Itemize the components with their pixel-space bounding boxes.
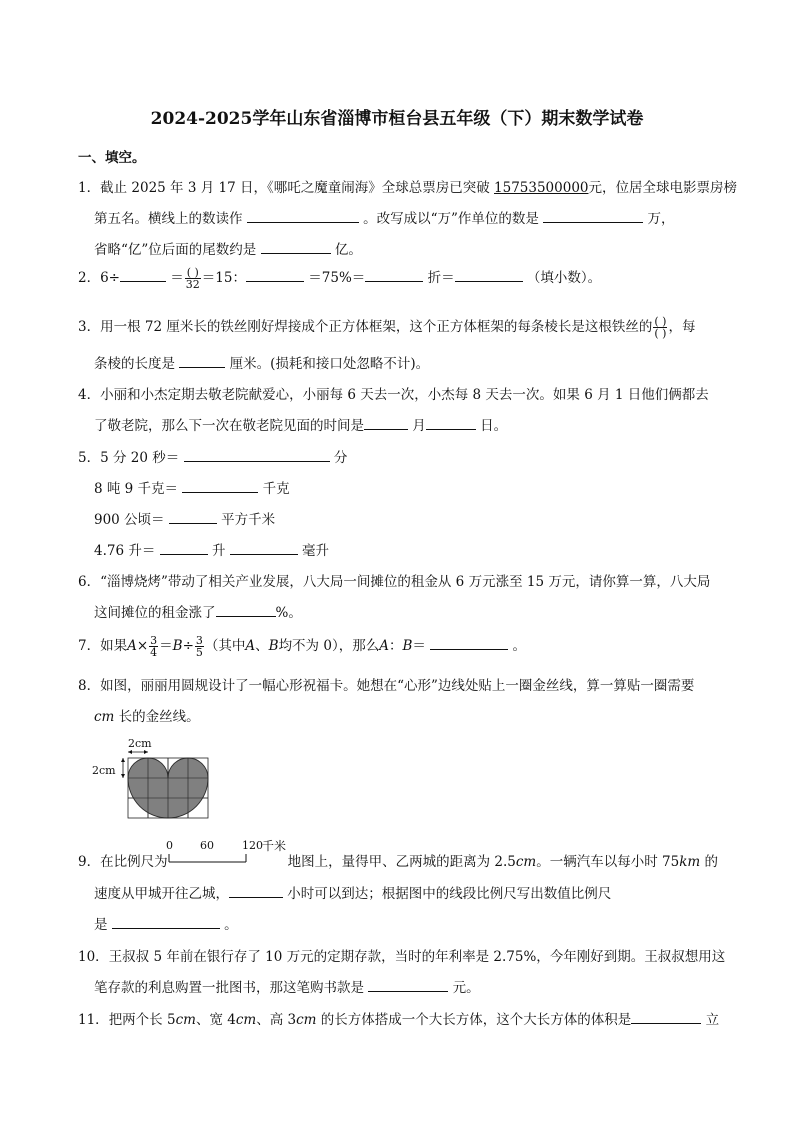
question-8-line-2: cm 长的金丝线。	[94, 709, 200, 725]
figure-top-label: 2cm	[128, 737, 152, 750]
question-4-line-1: 4．小丽和小杰定期去敬老院献爱心，小丽每 6 天去一次，小杰每 8 天去一次。如果 6 月 1 日他们俩都去	[78, 387, 709, 403]
scale-bar	[168, 852, 250, 864]
section-heading: 一、填空。	[78, 150, 146, 166]
question-5-line-1: 5．5 分 20 秒＝ 分	[78, 446, 347, 466]
question-2: 2．6÷ ＝ $\frac{( )}{32}$ ＝15： ＝75%＝ 折＝ （填小数）。	[78, 266, 602, 291]
question-number: 7．	[78, 638, 101, 654]
scale-tick-label: 0	[166, 839, 173, 852]
question-8-line-1: 8．如图，丽丽用圆规设计了一幅心形祝福卡。她想在“心形”边线处贴上一圈金丝线，算一算贴一圈需要	[78, 678, 695, 694]
question-1-line-2: 第五名。横线上的数读作 。改写成以“万”作单位的数是 万，	[94, 207, 674, 227]
question-7: 7．如果A× $\frac{3}{4}$ ＝B÷ $\frac{3}{5}$ （其中A、B均不为 0），那么A：B＝ 。	[78, 634, 526, 659]
question-number: 10．	[78, 949, 109, 965]
question-1-line-1: 1．截止 2025 年 3 月 17 日，《哪吒之魔童闹海》全球总票房已突破 15753500000元，位居全球电影票房榜	[78, 180, 737, 196]
question-number: 4．	[78, 387, 101, 403]
question-6-line-2: 这间摊位的租金涨了 %。	[94, 601, 302, 621]
question-5-line-4: 4.76 升＝ 升 毫升	[94, 539, 329, 559]
figure-left-label: 2cm	[92, 764, 116, 777]
answer-blank[interactable]	[368, 977, 448, 992]
answer-blank[interactable]	[169, 509, 217, 524]
answer-blank[interactable]	[112, 914, 220, 929]
answer-blank[interactable]	[261, 239, 331, 254]
answer-blank[interactable]	[455, 267, 523, 282]
answer-blank[interactable]	[246, 267, 304, 282]
fraction: $\frac{3}{5}$	[195, 634, 203, 659]
answer-blank[interactable]	[182, 478, 258, 493]
question-11-line-1: 11．把两个长 5cm、宽 4cm、高 3cm 的长方体搭成一个大长方体，这个大长方体的体积是 立	[78, 1008, 719, 1028]
question-number: 3．	[78, 319, 101, 335]
question-9-line-1: 9．在比例尺为 地图上，量得甲、乙两城的距离为 2.5cm。一辆汽车以每小时 75km 的	[78, 854, 718, 870]
answer-blank[interactable]	[120, 267, 166, 282]
fraction: $\frac{3}{4}$	[150, 634, 158, 659]
question-6-line-1: 6．“淄博烧烤”带动了相关产业发展，八大局一间摊位的租金从 6 万元涨至 15 万元，请你算一算，八大局	[78, 574, 711, 590]
heart-figure	[118, 746, 218, 824]
answer-blank[interactable]	[216, 602, 276, 617]
answer-blank[interactable]	[364, 415, 408, 430]
question-5-line-3: 900 公顷＝ 平方千米	[94, 508, 275, 528]
question-number: 5．	[78, 450, 101, 466]
answer-blank[interactable]	[160, 540, 208, 555]
answer-blank[interactable]	[543, 208, 643, 223]
question-number: 1．	[78, 180, 101, 196]
question-9-line-3: 是 。	[94, 913, 238, 933]
answer-blank[interactable]	[426, 415, 476, 430]
question-10-line-2: 笔存款的利息购置一批图书，那这笔购书款是 元。	[94, 976, 480, 996]
answer-blank[interactable]	[230, 540, 298, 555]
question-3-line-1: 3．用一根 72 厘米长的铁丝刚好焊接成个正方体框架，这个正方体框架的每条棱长是这根铁丝的 $\frac{( )}{( )}$ ，每	[78, 315, 696, 340]
answer-blank[interactable]	[184, 447, 330, 462]
question-5-line-2: 8 吨 9 千克＝ 千克	[94, 477, 290, 497]
fraction: $\frac{( )}{( )}$	[654, 315, 667, 340]
box-office-amount: 15753500000	[494, 180, 589, 196]
page-title: 2024-2025学年山东省淄博市桓台县五年级（下）期末数学试卷	[150, 109, 644, 129]
question-4-line-2: 了敬老院，那么下一次在敬老院见面的时间是 月 日。	[94, 414, 507, 434]
answer-blank[interactable]	[247, 208, 359, 223]
question-number: 9．	[78, 854, 101, 870]
answer-blank[interactable]	[631, 1009, 701, 1024]
answer-blank[interactable]	[179, 353, 225, 368]
question-number: 2．	[78, 270, 101, 286]
scale-tick-label: 60	[200, 839, 214, 852]
answer-blank[interactable]	[365, 267, 423, 282]
answer-blank[interactable]	[229, 883, 283, 898]
fraction: $\frac{( )}{32}$	[185, 266, 200, 291]
question-number: 8．	[78, 678, 101, 694]
question-1-line-3: 省略“亿”位后面的尾数约是 亿。	[94, 238, 362, 258]
question-10-line-1: 10．王叔叔 5 年前在银行存了 10 万元的定期存款，当时的年利率是 2.75%，今年刚好到期。王叔叔想用这	[78, 949, 726, 965]
question-9-line-2: 速度从甲城开往乙城， 小时可以到达；根据图中的线段比例尺写出数值比例尺	[94, 882, 611, 902]
scale-unit: 千米	[262, 839, 287, 853]
question-3-line-2: 条棱的长度是 厘米。(损耗和接口处忽略不计)。	[94, 352, 429, 372]
scale-tick-label: 120	[242, 839, 263, 852]
question-number: 6．	[78, 574, 101, 590]
answer-blank[interactable]	[430, 635, 508, 650]
question-number: 11．	[78, 1012, 109, 1028]
